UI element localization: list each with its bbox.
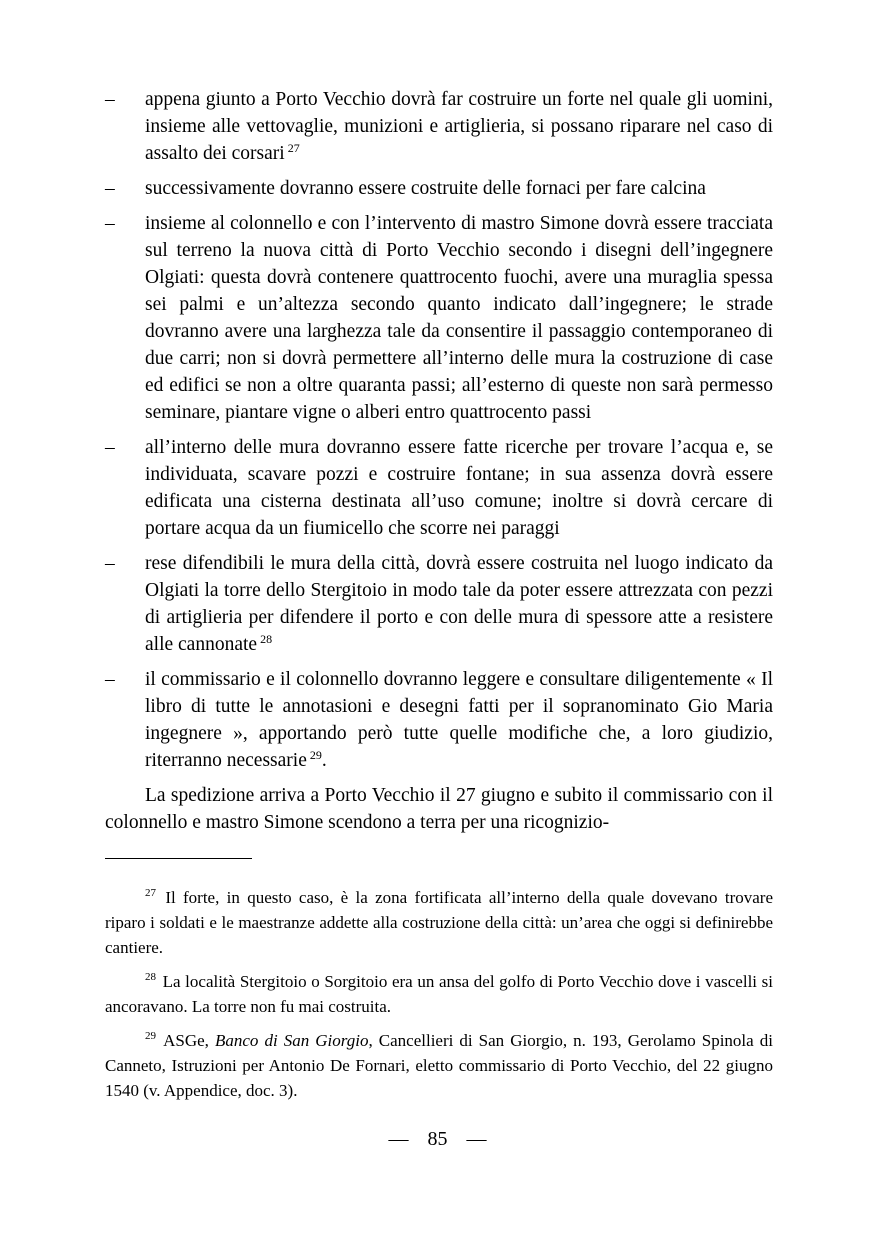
dash-marker: – bbox=[105, 553, 115, 574]
footnote-text: La località Stergitoio o Sorgitoio era un ansa del golfo di Porto Vecchio dove i vascelli si ancoravano. La torre non fu mai costruita. bbox=[105, 972, 773, 1016]
footnote-text: ASGe, bbox=[158, 1031, 215, 1050]
list-item-text bbox=[145, 553, 773, 655]
dash-marker: – bbox=[105, 89, 115, 110]
footnote-italic-text: Banco di San Giorgio bbox=[214, 1031, 369, 1050]
footnote-number: 27 bbox=[145, 887, 156, 900]
footnote bbox=[105, 885, 773, 960]
footnote bbox=[105, 1028, 773, 1103]
footnote-number: 29 bbox=[145, 1030, 156, 1043]
list-item bbox=[105, 86, 773, 167]
footnote bbox=[105, 969, 773, 1019]
list-item-body: successivamente dovranno essere costruite delle fornaci per fare calcina bbox=[145, 178, 706, 199]
footnote-number: 28 bbox=[145, 971, 156, 984]
bullet-list bbox=[105, 86, 773, 774]
list-item-body: il commissario e il colonnello dovranno leggere e consultare diligentemente « Il libro di tutte le annotasioni e desegni fatti per il sopranominato Gio Maria ingegnere », apportando però tutte quelle modifiche che, a loro giudizio, riterranno necessarie bbox=[145, 669, 773, 771]
list-item-text bbox=[145, 213, 773, 423]
footnote-ref: 27 bbox=[287, 140, 300, 155]
list-item bbox=[105, 550, 773, 658]
list-item-text bbox=[145, 178, 709, 199]
list-item-body: insieme al colonnello e con l’intervento di mastro Simone dovrà essere tracciata sul terreno la nuova città di Porto Vecchio secondo i disegni dell’ingegnere Olgiati: questa dovrà contenere quattrocento fuochi, avere una muraglia spessa sei palmi e un’altezza secondo quanto indicato dall’ingegnere; le strade dovranno avere una larghezza tale da consentire il passaggio contemporaneo di due carri; non si dovrà permettere all’interno delle mura la costruzione di case ed edifici se non a oltre quaranta passi; all’esterno di queste non sarà permesso seminare, piantare vigne o alberi entro quattrocento passi bbox=[145, 213, 773, 423]
list-item bbox=[105, 434, 773, 542]
dash-marker: – bbox=[105, 437, 115, 458]
footnote-ref: 28 bbox=[260, 631, 273, 646]
footnotes-section bbox=[105, 885, 773, 1103]
page-content bbox=[105, 86, 773, 1112]
dash-marker: – bbox=[105, 178, 115, 199]
page-number: — 85 — bbox=[388, 1128, 487, 1150]
list-item-suffix: . bbox=[321, 750, 327, 771]
list-item-text bbox=[145, 89, 773, 164]
list-item bbox=[105, 175, 773, 202]
list-item-text bbox=[145, 669, 773, 771]
dash-marker: – bbox=[105, 669, 115, 690]
dash-marker: – bbox=[105, 213, 115, 234]
body-paragraph: La spedizione arriva a Porto Vecchio il 27 giugno e subito il commissario con il colonnello e mastro Simone scendono a terra per una ricognizio- bbox=[105, 785, 773, 833]
footnote-text: , Cancellieri di San Giorgio, n. 193, Gerolamo Spinola di Canneto, Istruzioni per Antonio De Fornari, eletto commissario di Porto Vecchio, del 22 giugno 1540 (v. Appendice, doc. 3). bbox=[105, 1031, 773, 1100]
list-item-text bbox=[145, 437, 773, 539]
list-item-body: rese difendibili le mura della città, dovrà essere costruita nel luogo indicato da Olgiati la torre dello Stergitoio in modo tale da poter essere attrezzata con pezzi di artiglieria per difendere il porto e con delle mura di spessore atte a resistere alle cannonate bbox=[145, 553, 773, 655]
list-item-body: all’interno delle mura dovranno essere fatte ricerche per trovare l’acqua e, se individuata, scavare pozzi e costruire fontane; in sua assenza dovrà essere edificata una cisterna destinata all’uso comune; inoltre si dovrà cercare di portare acqua da un fiumicello che scorre nei paraggi bbox=[145, 437, 773, 539]
list-item bbox=[105, 666, 773, 774]
list-item bbox=[105, 210, 773, 426]
footnote-text: Il forte, in questo caso, è la zona fortificata all’interno della quale dovevano trovare riparo i soldati e le maestranze addette alla costruzione della città: un’area che oggi si definirebbe cantiere. bbox=[105, 888, 773, 957]
footnote-divider bbox=[105, 858, 252, 859]
footnote-ref: 29 bbox=[309, 747, 322, 762]
list-item-body: appena giunto a Porto Vecchio dovrà far costruire un forte nel quale gli uomini, insieme alle vettovaglie, munizioni e artiglieria, si possano riparare nel caso di assalto dei corsari bbox=[145, 89, 773, 164]
